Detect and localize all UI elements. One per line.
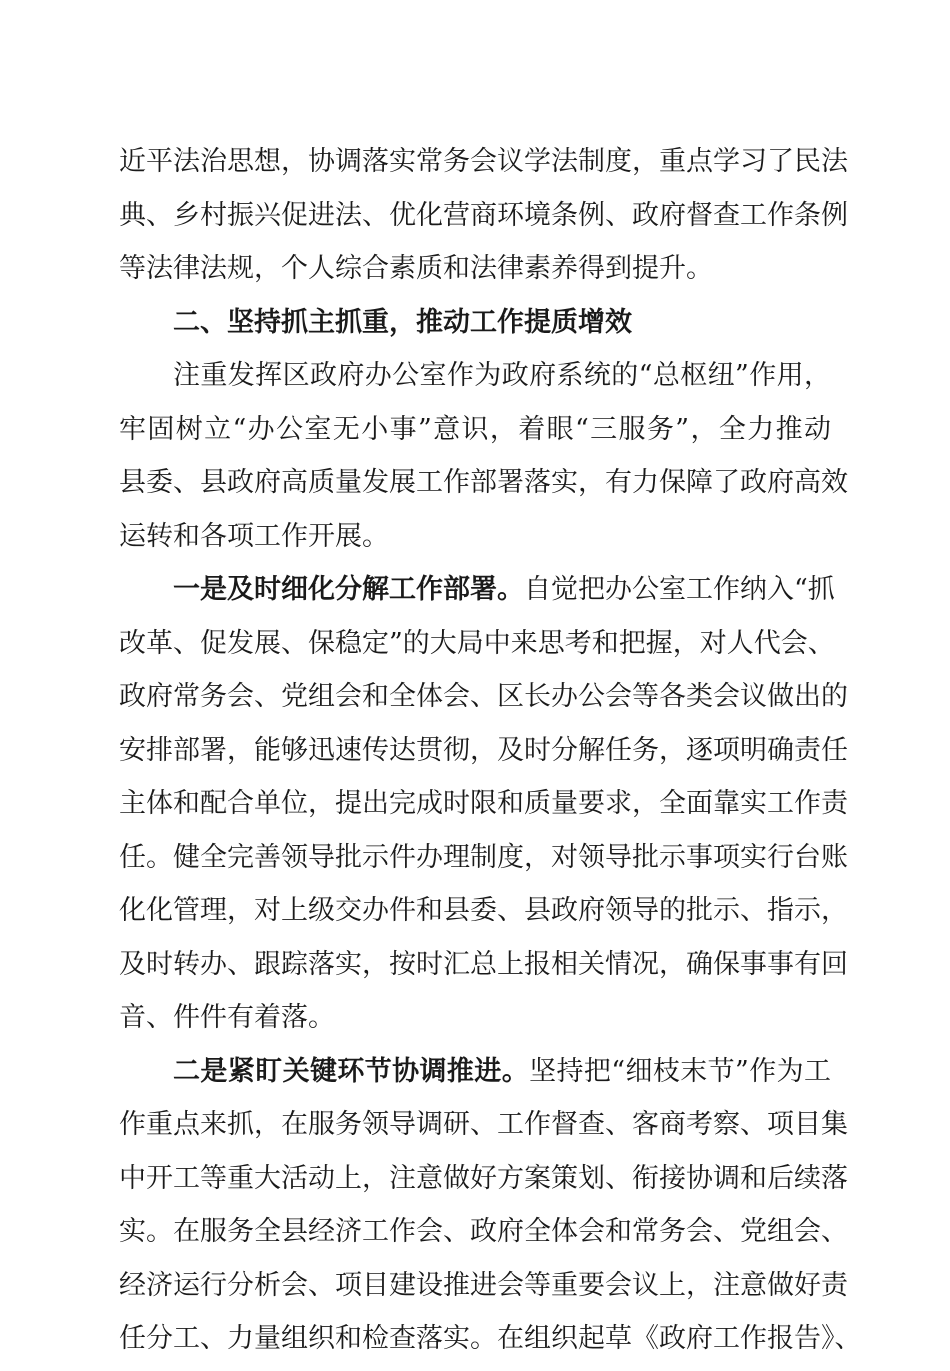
text-line: 安排部署，能够迅速传达贯彻，及时分解任务，逐项明确责任 — [119, 734, 848, 766]
text-line: 运转和各项工作开展。 — [119, 520, 389, 552]
text-line: 县委、县政府高质量发展工作部署落实，有力保障了政府高效 — [119, 467, 848, 498]
text-line: 任分工、力量组织和检查落实。在组织起草《政府工作报告》、 — [119, 1323, 862, 1354]
text-line: 主体和配合单位，提出完成时限和质量要求，全面靠实工作责 — [119, 788, 848, 819]
paragraph-3 — [119, 568, 848, 1050]
text-line: 音、件件有着落。 — [119, 1002, 335, 1033]
text-line-with-lead — [119, 1050, 831, 1104]
section-heading: 二、坚持抓主抓重，推动工作提质增效 — [173, 306, 632, 338]
text-line: 及时转办、跟踪落实，按时汇总上报相关情况，确保事事有回 — [119, 948, 848, 980]
paragraph-lead: 二是紧盯关键环节协调推进。 — [173, 1055, 530, 1087]
text-line: 典、乡村振兴促进法、优化营商环境条例、政府督查工作条例 — [119, 199, 848, 231]
text-line: 任。健全完善领导批示件办理制度，对领导批示事项实行台账 — [119, 841, 848, 873]
text-line: 政府常务会、党组会和全体会、区长办公会等各类会议做出的 — [119, 681, 848, 712]
text-line: 注重发挥区政府办公室作为政府系统的“总枢纽”作用， — [173, 360, 831, 391]
text-line: 化化管理，对上级交办件和县委、县政府领导的批示、指示， — [119, 895, 848, 926]
paragraph-lead-rest: 自觉把办公室工作纳入“抓 — [524, 574, 835, 605]
text-line-with-lead — [119, 568, 835, 622]
paragraph-1 — [119, 140, 848, 301]
text-line: 经济运行分析会、项目建设推进会等重要会议上，注意做好责 — [119, 1269, 848, 1301]
document-page — [119, 140, 862, 1371]
text-line: 近平法治思想，协调落实常务会议学法制度，重点学习了民法 — [119, 146, 848, 177]
text-line: 作重点来抓，在服务领导调研、工作督查、客商考察、项目集 — [119, 1109, 848, 1140]
paragraph-2 — [119, 354, 848, 568]
text-line: 牢固树立“办公室无小事”意识，着眼“三服务”，全力推动 — [119, 413, 831, 445]
text-line: 改革、促发展、保稳定”的大局中来思考和把握，对人代会、 — [119, 627, 835, 659]
text-line: 实。在服务全县经济工作会、政府全体会和常务会、党组会、 — [119, 1216, 848, 1247]
text-line: 等法律法规，个人综合素质和法律素养得到提升。 — [119, 253, 713, 284]
paragraph-lead: 一是及时细化分解工作部署。 — [173, 574, 524, 605]
paragraph-4 — [119, 1050, 862, 1371]
text-line: 中开工等重大活动上，注意做好方案策划、衔接协调和后续落 — [119, 1162, 848, 1194]
paragraph-lead-rest: 坚持把“细枝末节”作为工 — [529, 1055, 832, 1087]
